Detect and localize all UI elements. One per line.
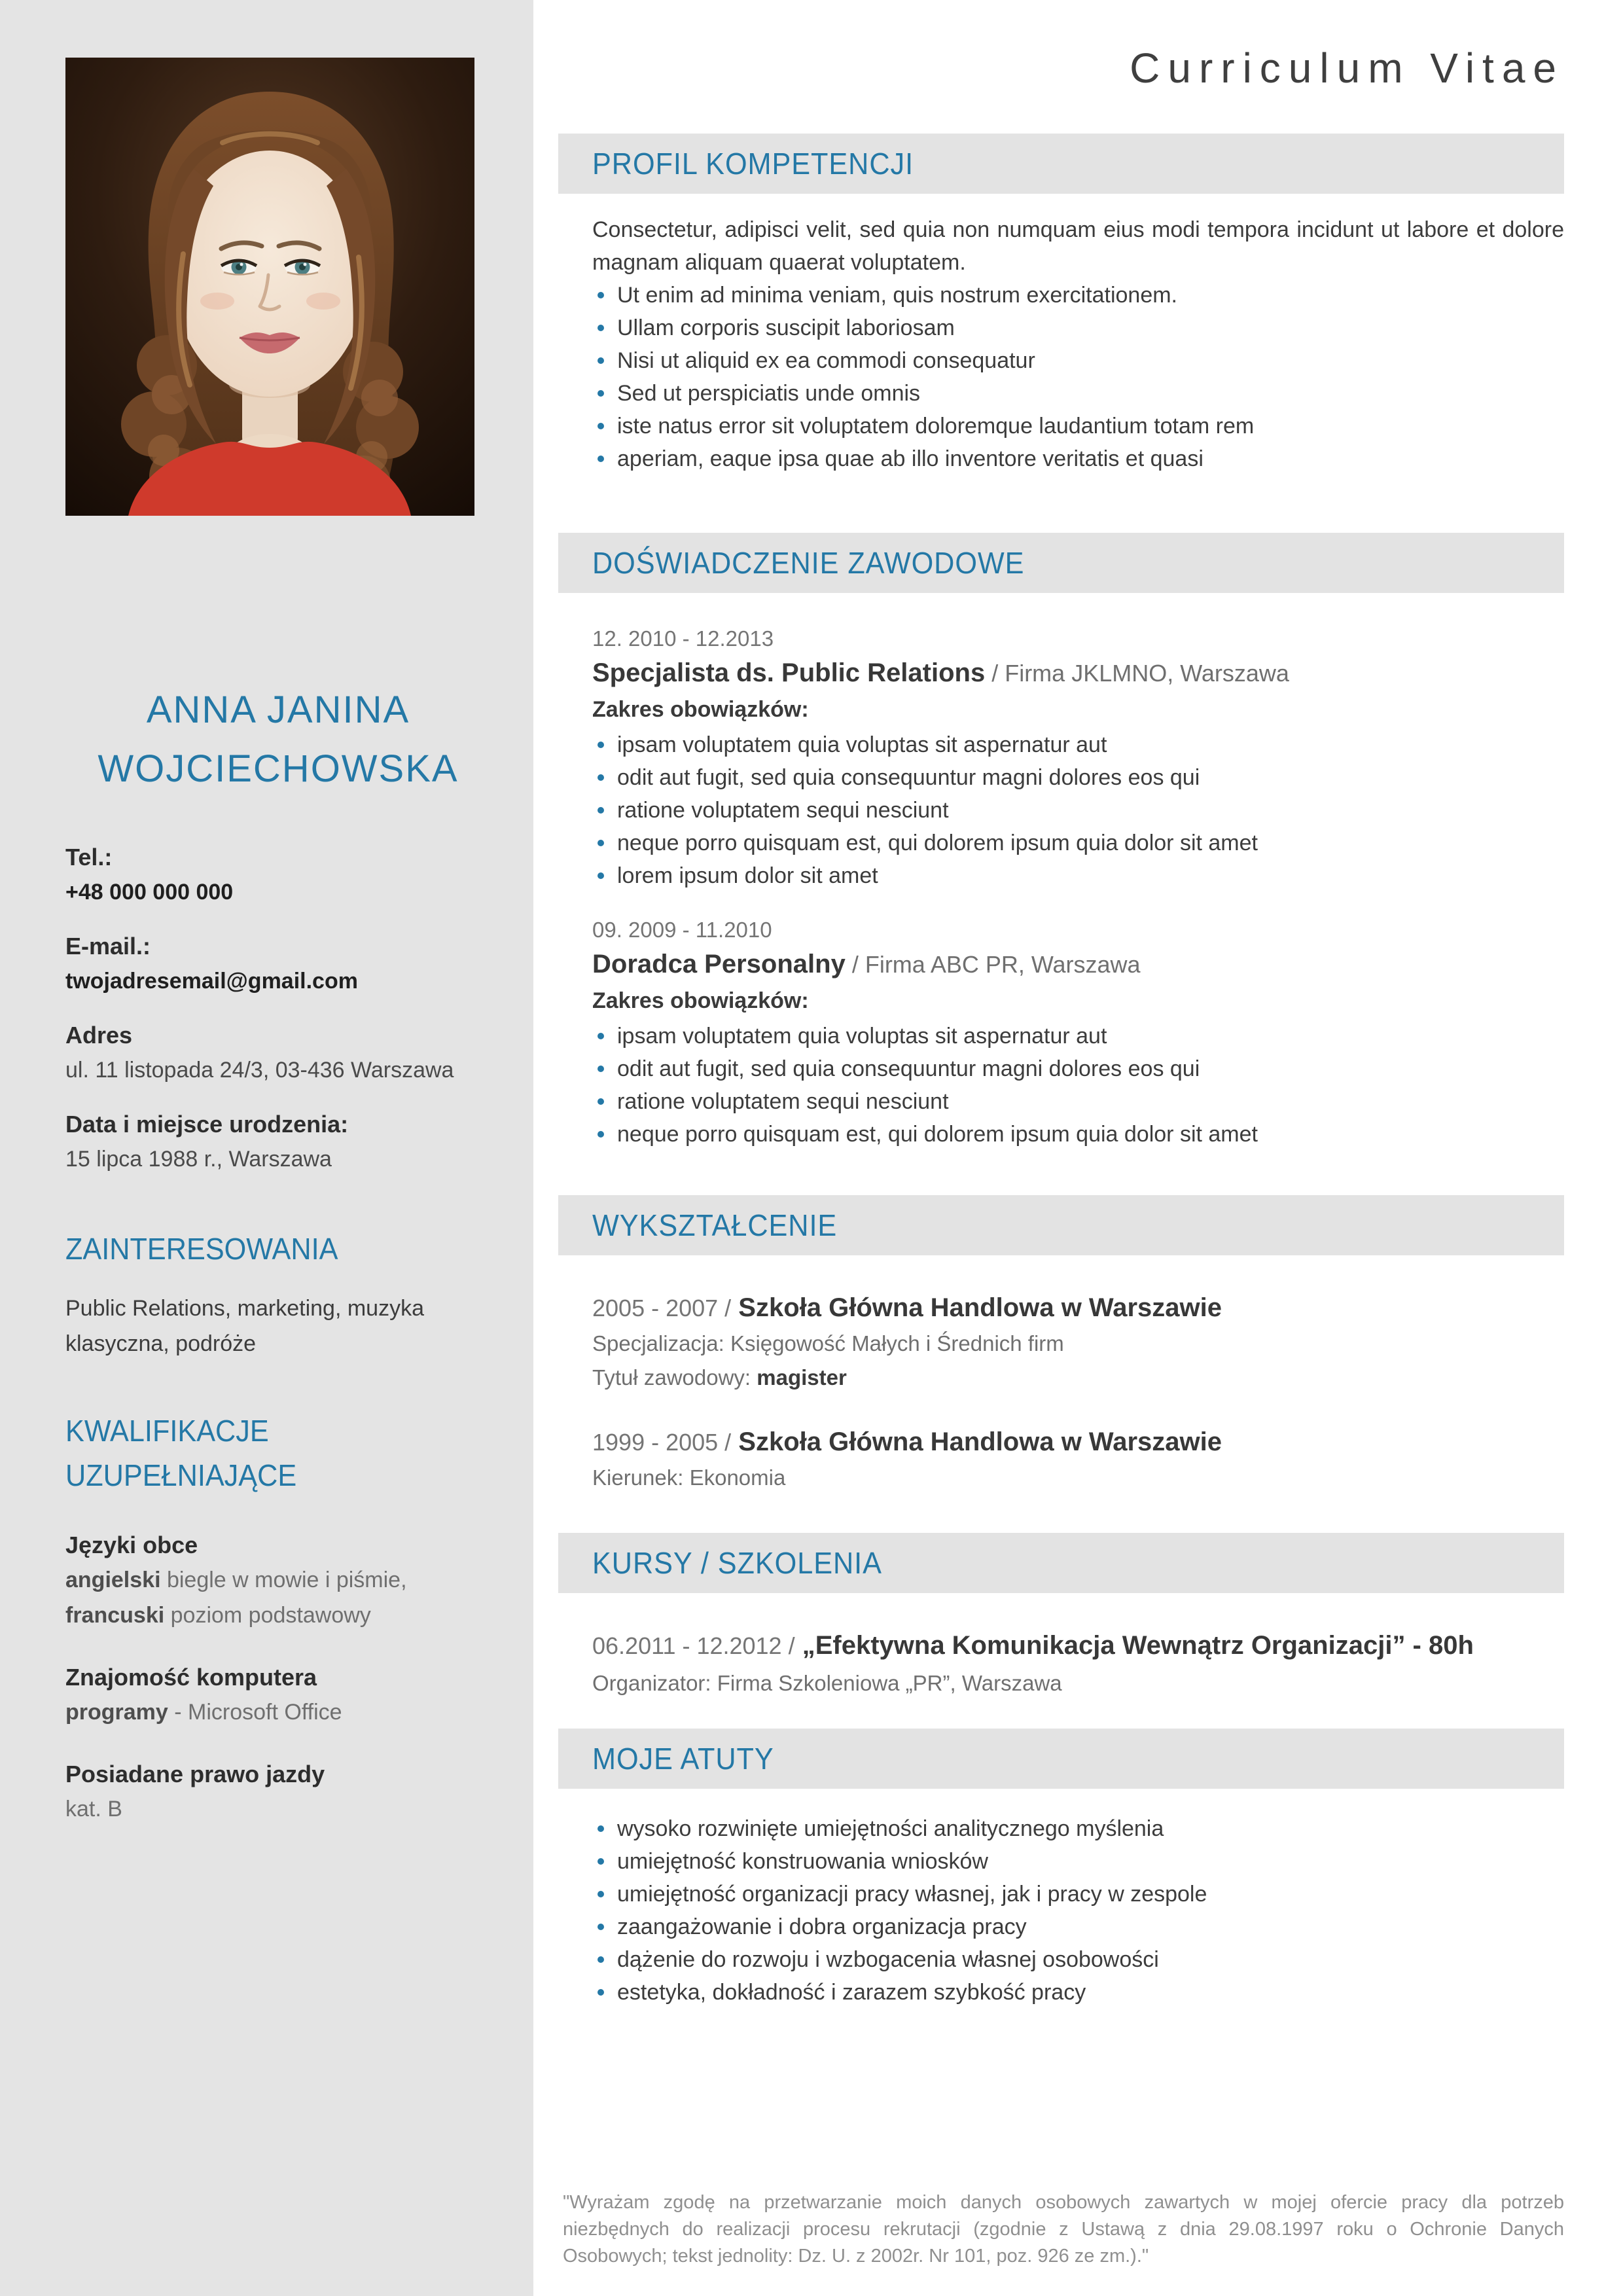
job-title: Specjalista ds. Public Relations bbox=[592, 658, 986, 687]
qualifications-heading: KWALIFIKACJE UZUPEŁNIAJĄCE bbox=[65, 1414, 297, 1492]
job-entry bbox=[592, 624, 1564, 892]
job-title: Doradca Personalny bbox=[592, 950, 846, 978]
page-title: Curriculum Vitae bbox=[1130, 45, 1564, 92]
course-title-line bbox=[592, 1627, 1564, 1664]
list-item: ratione voluptatem sequi nesciunt bbox=[592, 794, 1564, 827]
driving-label: Posiadane prawo jazdy bbox=[65, 1761, 325, 1787]
education-school: Szkoła Główna Handlowa w Warszawie bbox=[731, 1293, 1222, 1322]
language-level: poziom podstawowy bbox=[164, 1603, 371, 1628]
language-name: angielski bbox=[65, 1568, 161, 1592]
driving-value: kat. B bbox=[65, 1797, 122, 1821]
course-organizer: Organizator: Firma Szkoleniowa „PR”, Warszawa bbox=[592, 1671, 1062, 1695]
education-title-line bbox=[592, 1424, 1564, 1461]
list-item: zaangażowanie i dobra organizacja pracy bbox=[592, 1910, 1564, 1943]
profile-bullets bbox=[592, 279, 1564, 475]
list-item: wysoko rozwinięte umiejętności analitycznego myślenia bbox=[592, 1812, 1564, 1845]
list-item: lorem ipsum dolor sit amet bbox=[592, 859, 1564, 892]
strengths-section bbox=[592, 1812, 1564, 2009]
section-band-strengths bbox=[558, 1729, 1564, 1789]
education-title-line bbox=[592, 1289, 1564, 1327]
job-entry bbox=[592, 916, 1564, 1151]
education-detail: Kierunek: Ekonomia bbox=[592, 1465, 786, 1490]
list-item: aperiam, eaque ipsa quae ab illo inventore veritatis et quasi bbox=[592, 442, 1564, 475]
person-name bbox=[52, 681, 504, 798]
computer-label: Znajomość komputera bbox=[65, 1664, 317, 1691]
computer-key: programy bbox=[65, 1700, 168, 1725]
computer-line bbox=[65, 1695, 491, 1729]
list-item: odit aut fugit, sed quia consequuntur magni dolores eos qui bbox=[592, 1052, 1564, 1085]
language-line bbox=[65, 1598, 491, 1632]
profile-heading: PROFIL KOMPETENCJI bbox=[592, 147, 914, 181]
list-item: dążenie do rozwoju i wzbogacenia własnej osobowości bbox=[592, 1943, 1564, 1976]
job-dates: 09. 2009 - 11.2010 bbox=[592, 918, 772, 942]
consent-disclaimer: "Wyrażam zgodę na przetwarzanie moich danych osobowych zawartych w mojej ofercie pracy dla potrzeb niezbędnych do realizacji procesu rekrutacji (zgodnie z Ustawą z dnia 29.08.1997 roku o Ochronie Danych Osobowych; tekst jednolity: Dz. U. z 2002r. Nr 101, poz. 926 ze zm.)." bbox=[563, 2192, 1564, 2267]
experience-heading: DOŚWIADCZENIE ZAWODOWE bbox=[592, 546, 1025, 580]
section-band-profile bbox=[558, 134, 1564, 194]
contact-phone bbox=[65, 842, 491, 907]
education-entry bbox=[592, 1289, 1564, 1395]
language-line bbox=[65, 1563, 491, 1597]
section-band-education bbox=[558, 1195, 1564, 1255]
contact-email-value: twojadresemail@gmail.com bbox=[65, 969, 358, 994]
strengths-heading: MOJE ATUTY bbox=[592, 1742, 774, 1776]
sidebar bbox=[0, 0, 533, 2296]
education-dates: 2005 - 2007 / bbox=[592, 1295, 732, 1321]
course-dates: 06.2011 - 12.2012 / bbox=[592, 1632, 795, 1659]
list-item: ratione voluptatem sequi nesciunt bbox=[592, 1085, 1564, 1118]
education-heading: WYKSZTAŁCENIE bbox=[592, 1208, 838, 1242]
courses-section bbox=[592, 1627, 1564, 1700]
education-entry bbox=[592, 1424, 1564, 1495]
list-item: neque porro quisquam est, qui dolorem ipsum quia dolor sit amet bbox=[592, 1118, 1564, 1151]
section-band-courses bbox=[558, 1533, 1564, 1593]
profile-intro: Consectetur, adipisci velit, sed quia non numquam eius modi tempora incidunt ut labore et dolore magnam aliquam quaerat voluptatem. bbox=[592, 217, 1564, 275]
list-item: Ullam corporis suscipit laboriosam bbox=[592, 312, 1564, 344]
contact-address-label: Adres bbox=[65, 1022, 133, 1049]
job-duties bbox=[592, 728, 1564, 892]
contact-phone-value: +48 000 000 000 bbox=[65, 880, 234, 905]
list-item: umiejętność konstruowania wniosków bbox=[592, 1845, 1564, 1878]
interests-heading: ZAINTERESOWANIA bbox=[65, 1232, 338, 1266]
contact-phone-label: Tel.: bbox=[65, 844, 113, 870]
experience-section bbox=[592, 624, 1564, 1151]
education-detail: Tytuł zawodowy: magister bbox=[592, 1365, 847, 1390]
contact-email-label: E-mail.: bbox=[65, 933, 151, 960]
profile-photo bbox=[65, 58, 474, 516]
languages-label: Języki obce bbox=[65, 1532, 198, 1558]
duties-label: Zakres obowiązków: bbox=[592, 697, 809, 722]
language-level: biegle w mowie i piśmie, bbox=[160, 1568, 407, 1592]
education-dates: 1999 - 2005 / bbox=[592, 1429, 732, 1456]
job-company: / Firma JKLMNO, Warszawa bbox=[985, 660, 1289, 687]
course-entry bbox=[592, 1627, 1564, 1700]
strengths-bullets bbox=[592, 1812, 1564, 2009]
education-detail: Specjalizacja: Księgowość Małych i Średnich firm bbox=[592, 1331, 1064, 1355]
education-section bbox=[592, 1289, 1564, 1495]
list-item: ipsam voluptatem quia voluptas sit aspernatur aut bbox=[592, 1020, 1564, 1052]
list-item: Ut enim ad minima veniam, quis nostrum exercitationem. bbox=[592, 279, 1564, 312]
list-item: umiejętność organizacji pracy własnej, jak i pracy w zespole bbox=[592, 1878, 1564, 1910]
contact-birth-label: Data i miejsce urodzenia: bbox=[65, 1111, 349, 1138]
person-name-line2: WOJCIECHOWSKA bbox=[98, 747, 459, 790]
education-school: Szkoła Główna Handlowa w Warszawie bbox=[731, 1427, 1222, 1456]
job-duties bbox=[592, 1020, 1564, 1151]
computer-value: - Microsoft Office bbox=[168, 1700, 342, 1725]
list-item: odit aut fugit, sed quia consequuntur magni dolores eos qui bbox=[592, 761, 1564, 794]
list-item: iste natus error sit voluptatem doloremque laudantium totam rem bbox=[592, 410, 1564, 442]
list-item: ipsam voluptatem quia voluptas sit aspernatur aut bbox=[592, 728, 1564, 761]
job-company: / Firma ABC PR, Warszawa bbox=[845, 951, 1141, 978]
job-dates: 12. 2010 - 12.2013 bbox=[592, 626, 774, 651]
list-item: estetyka, dokładność i zarazem szybkość pracy bbox=[592, 1976, 1564, 2009]
courses-heading: KURSY / SZKOLENIA bbox=[592, 1546, 882, 1580]
contact-email bbox=[65, 931, 491, 996]
section-band-experience bbox=[558, 533, 1564, 593]
contact-birth-value: 15 lipca 1988 r., Warszawa bbox=[65, 1147, 332, 1172]
contact-birth bbox=[65, 1109, 491, 1174]
person-name-line1: ANNA JANINA bbox=[146, 689, 410, 731]
driving-line bbox=[65, 1792, 491, 1826]
list-item: Nisi ut aliquid ex ea commodi consequatur bbox=[592, 344, 1564, 377]
language-name: francuski bbox=[65, 1603, 165, 1628]
course-title: „Efektywna Komunikacja Wewnątrz Organizacji” - 80h bbox=[794, 1631, 1474, 1660]
duties-label: Zakres obowiązków: bbox=[592, 988, 809, 1013]
contact-address bbox=[65, 1020, 491, 1085]
list-item: Sed ut perspiciatis unde omnis bbox=[592, 377, 1564, 410]
contact-address-value: ul. 11 listopada 24/3, 03-436 Warszawa bbox=[65, 1058, 454, 1083]
profile-section bbox=[592, 213, 1564, 475]
job-title-line bbox=[592, 656, 1564, 691]
interests-text: Public Relations, marketing, muzyka klasyczna, podróże bbox=[65, 1296, 425, 1356]
list-item: neque porro quisquam est, qui dolorem ipsum quia dolor sit amet bbox=[592, 827, 1564, 859]
job-title-line bbox=[592, 947, 1564, 982]
main-column bbox=[558, 0, 1564, 2009]
